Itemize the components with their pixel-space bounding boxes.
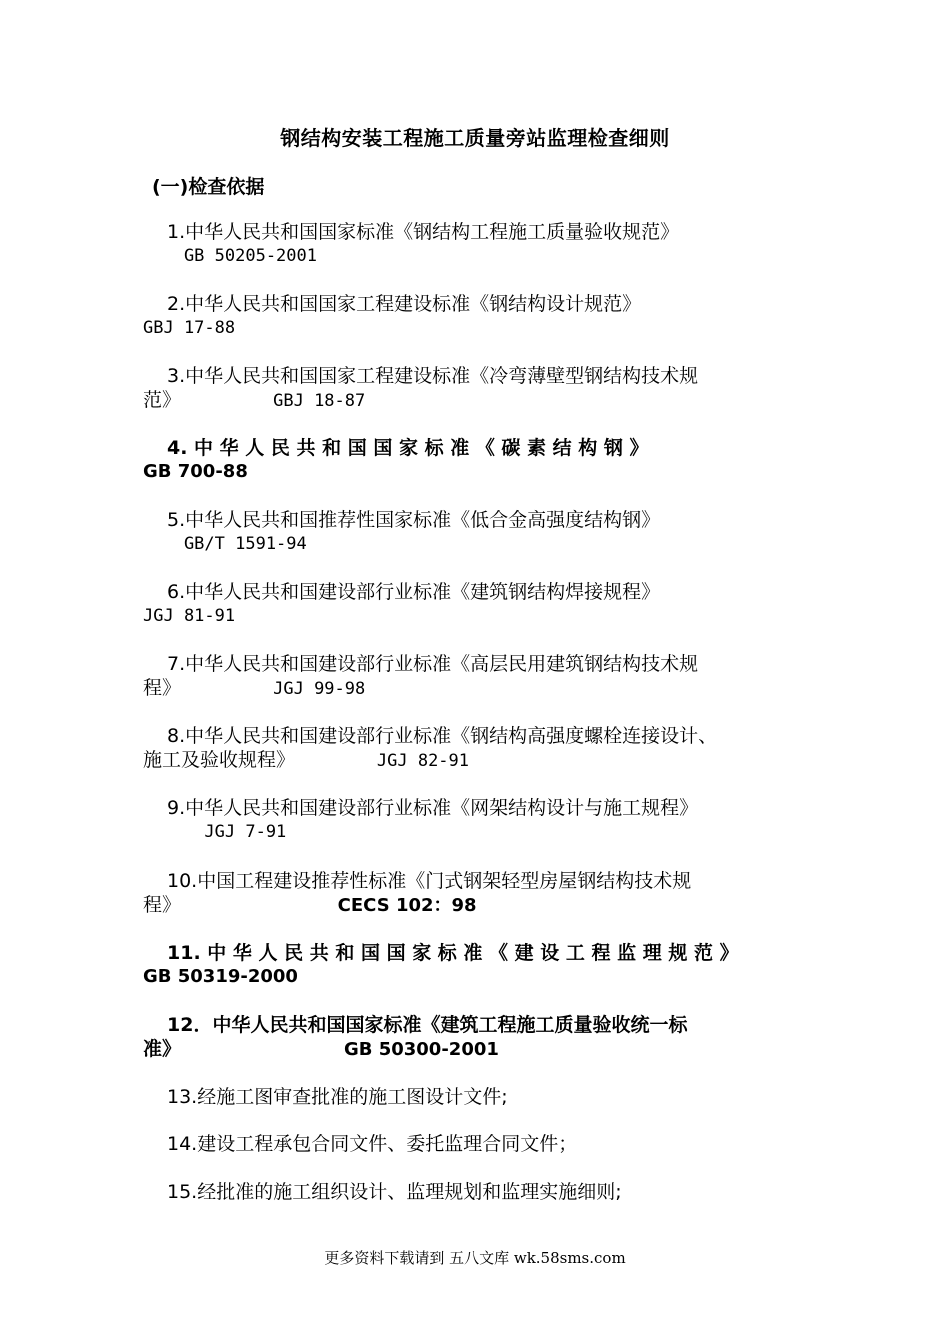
item-text: 9.中华人民共和国建设部行业标准《网架结构设计与施工规程》 — [167, 797, 699, 819]
item-text-cont: 程》 — [143, 894, 182, 916]
page-title: 钢结构安装工程施工质量旁站监理检查细则 — [280, 126, 670, 150]
list-item — [143, 652, 808, 701]
item-code: GBJ 17-88 — [143, 318, 236, 338]
item-text: 10.中国工程建设推荐性标准《门式钢架轻型房屋钢结构技术规 — [167, 870, 692, 892]
item-text: 11. 中 华 人 民 共 和 国 国 家 标 准 《 建 设 工 程 监 理 规 范 》 — [167, 942, 739, 964]
item-text: 12．中华人民共和国国家标准《建筑工程施工质量验收统一标 — [167, 1014, 688, 1036]
list-item — [143, 580, 808, 628]
list-item — [143, 1013, 808, 1062]
item-code: CECS 102：98 — [181, 895, 477, 916]
item-text: 15.经批准的施工组织设计、监理规划和监理实施细则; — [167, 1181, 622, 1203]
item-text-cont: 准》 — [143, 1038, 182, 1060]
item-text-cont: 程》 — [143, 677, 182, 699]
item-text: 8.中华人民共和国建设部行业标准《钢结构高强度螺栓连接设计、 — [167, 725, 718, 747]
item-text-cont: 施工及验收规程》 — [143, 749, 296, 771]
list-item — [143, 364, 808, 413]
item-code: JGJ 81-91 — [143, 606, 236, 626]
list-item — [143, 292, 808, 340]
list-item — [143, 436, 808, 484]
item-text: 14.建设工程承包合同文件、委托监理合同文件； — [167, 1133, 578, 1155]
list-item — [143, 220, 808, 268]
item-code: GB 50205-2001 — [143, 246, 317, 266]
item-text: 7.中华人民共和国建设部行业标准《高层民用建筑钢结构技术规 — [167, 653, 699, 675]
list-item — [143, 1132, 808, 1156]
item-text: 5.中华人民共和国推荐性国家标准《低合金高强度结构钢》 — [167, 509, 661, 531]
list-item — [143, 1085, 808, 1109]
item-text: 3.中华人民共和国国家工程建设标准《冷弯薄壁型钢结构技术规 — [167, 365, 699, 387]
list-item — [143, 724, 808, 773]
item-text: 4. 中 华 人 民 共 和 国 国 家 标 准 《 碳 素 结 构 钢 》 — [167, 437, 649, 459]
item-code: JGJ 82-91 — [295, 751, 470, 771]
section-heading: (一)检查依据 — [152, 176, 265, 198]
list-item — [143, 796, 808, 844]
list-item — [143, 941, 808, 989]
list-item — [143, 869, 808, 918]
item-text: 13.经施工图审查批准的施工图设计文件; — [167, 1086, 508, 1108]
list-item — [143, 508, 808, 556]
item-code: JGJ 7-91 — [143, 822, 287, 842]
item-code: GB/T 1591-94 — [143, 534, 307, 554]
item-code: GB 50300-2001 — [181, 1039, 499, 1060]
item-code: GBJ 18-87 — [181, 391, 366, 411]
item-text: 2.中华人民共和国国家工程建设标准《钢结构设计规范》 — [167, 293, 642, 315]
page-footer: 更多资料下载请到 五八文库 wk.58sms.com — [324, 1249, 626, 1267]
item-text-cont: 范》 — [143, 389, 182, 411]
list-item — [143, 1180, 808, 1204]
item-code: GB 50319-2000 — [143, 966, 298, 987]
item-text: 1.中华人民共和国国家标准《钢结构工程施工质量验收规范》 — [167, 221, 680, 243]
item-code: GB 700-88 — [143, 461, 248, 482]
item-code: JGJ 99-98 — [181, 679, 366, 699]
item-text: 6.中华人民共和国建设部行业标准《建筑钢结构焊接规程》 — [167, 581, 661, 603]
